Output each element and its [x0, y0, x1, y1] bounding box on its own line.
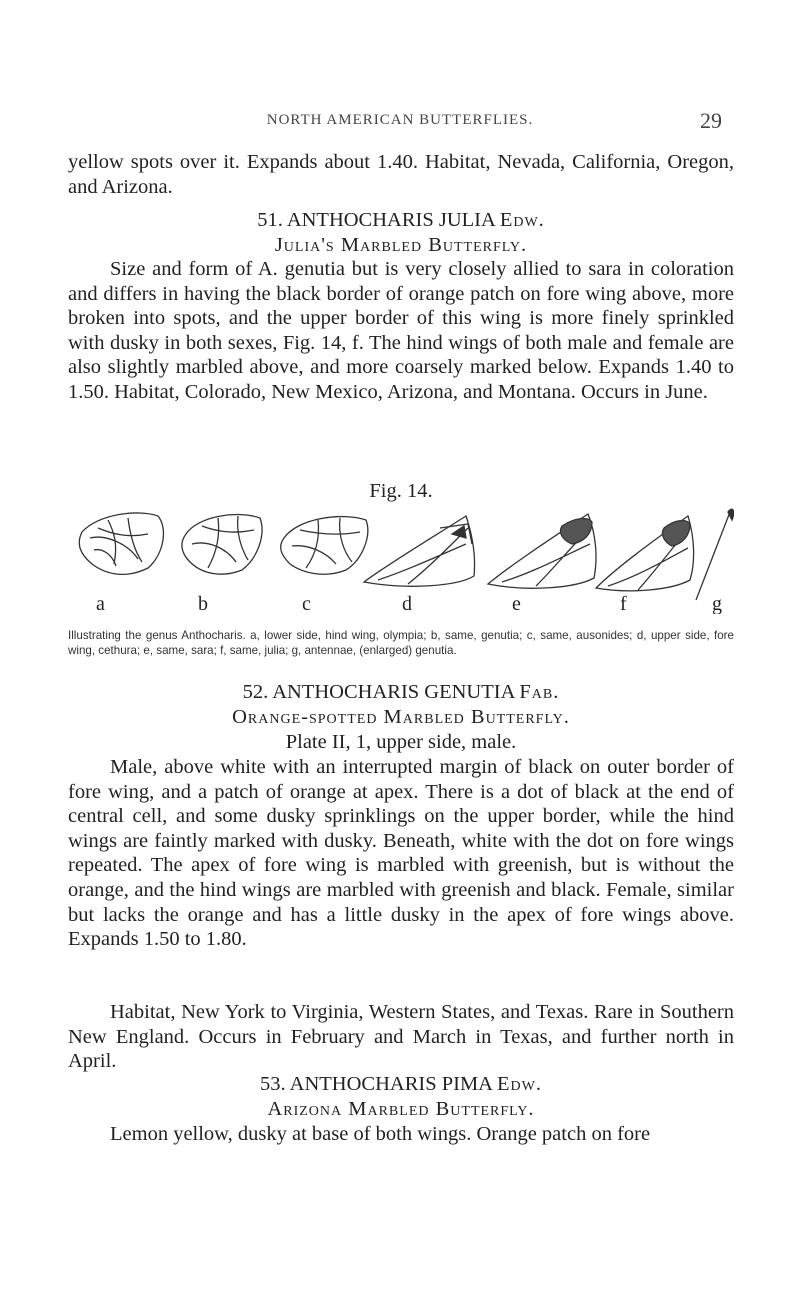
species-51-heading [68, 208, 734, 233]
figure-label-c: c [302, 593, 311, 614]
species-52-heading [68, 680, 734, 705]
wing-c-illustration [281, 517, 368, 575]
species-51-common-name: Julia's Marbled Butterfly. [274, 234, 528, 256]
wing-d-illustration [364, 516, 475, 586]
intro-paragraph: yellow spots over it. Expands about 1.40. Habitat, Nevada, California, Oregon, and Arizona. [68, 151, 734, 198]
species-52-plate-ref: Plate II, 1, upper side, male. [285, 731, 517, 753]
figure-title: Fig. 14. [369, 480, 433, 502]
species-52-habitat: Habitat, New York to Virginia, Western States, and Texas. Rare in Southern New England. Occurs in February and March in Texas, and further north in April. [68, 1001, 734, 1073]
figure-label-b: b [198, 593, 208, 614]
figure-label-d: d [402, 593, 412, 614]
antenna-g-illustration [696, 509, 734, 600]
figure-labels [96, 593, 722, 614]
species-51-title: 51. ANTHOCHARIS JULIA [257, 209, 495, 231]
running-head [0, 108, 800, 138]
species-51-description: Size and form of A. genutia but is very closely allied to sara in coloration and differs in having the black border of orange patch on fore wing above, more broken into spots, and the upper border of this wing is more finely sprinkled with dusky in both sexes, Fig. 14, f. The hind wings of both male and female are also slightly marbled above, and more coarsely marked below. Expands 1.40 to 1.50. Habitat, Colorado, New Mexico, Arizona, and Montana. Occurs in June. [68, 258, 734, 403]
running-title: NORTH AMERICAN BUTTERFLIES. [266, 112, 534, 128]
species-53-author: Edw. [496, 1073, 542, 1095]
figure-14-illustration [68, 504, 734, 614]
figure-caption: Illustrating the genus Anthocharis. a, lower side, hind wing, olympia; b, same, genutia; c, same, ausonides; d, upper side, fore wing, cethura; e, same, sara; f, same, julia; g, antennae, (enlarged) genutia. [68, 629, 734, 657]
species-52-author: Fab. [519, 681, 560, 703]
wing-e-illustration [488, 514, 596, 588]
figure-label-f: f [620, 593, 627, 614]
figure-label-g: g [712, 593, 722, 614]
wing-b-illustration [182, 515, 262, 575]
species-53-heading [68, 1072, 734, 1097]
figure-label-e: e [512, 593, 521, 614]
species-53-description: Lemon yellow, dusky at base of both wings. Orange patch on fore [110, 1123, 651, 1145]
figure-label-a: a [96, 593, 105, 614]
wing-a-illustration [79, 513, 163, 574]
species-53-common-name: Arizona Marbled Butterfly. [267, 1098, 535, 1120]
species-52-title: 52. ANTHOCHARIS GENUTIA [242, 681, 515, 703]
species-52-description: Male, above white with an interrupted margin of black on outer border of fore wing, and a patch of orange at apex. There is a dot of black at the end of central cell, and some dusky sprinklings on the upper border, while the hind wings are faintly marked with dusky. Beneath, white with the dot on fore wings repeated. The apex of fore wing is marbled with greenish, but is without the orange, and the hind wings are marbled with greenish and black. Female, similar but lacks the orange and has a little dusky in the apex of fore wings above. Expands 1.50 to 1.80. [68, 756, 734, 951]
wing-f-illustration [596, 516, 694, 591]
species-51-author: Edw. [499, 209, 545, 231]
page-number: 29 [700, 108, 722, 133]
species-53-title: 53. ANTHOCHARIS PIMA [260, 1073, 492, 1095]
figure-14 [68, 504, 734, 614]
species-52-common-name: Orange-spotted Marbled Butterfly. [232, 706, 570, 728]
